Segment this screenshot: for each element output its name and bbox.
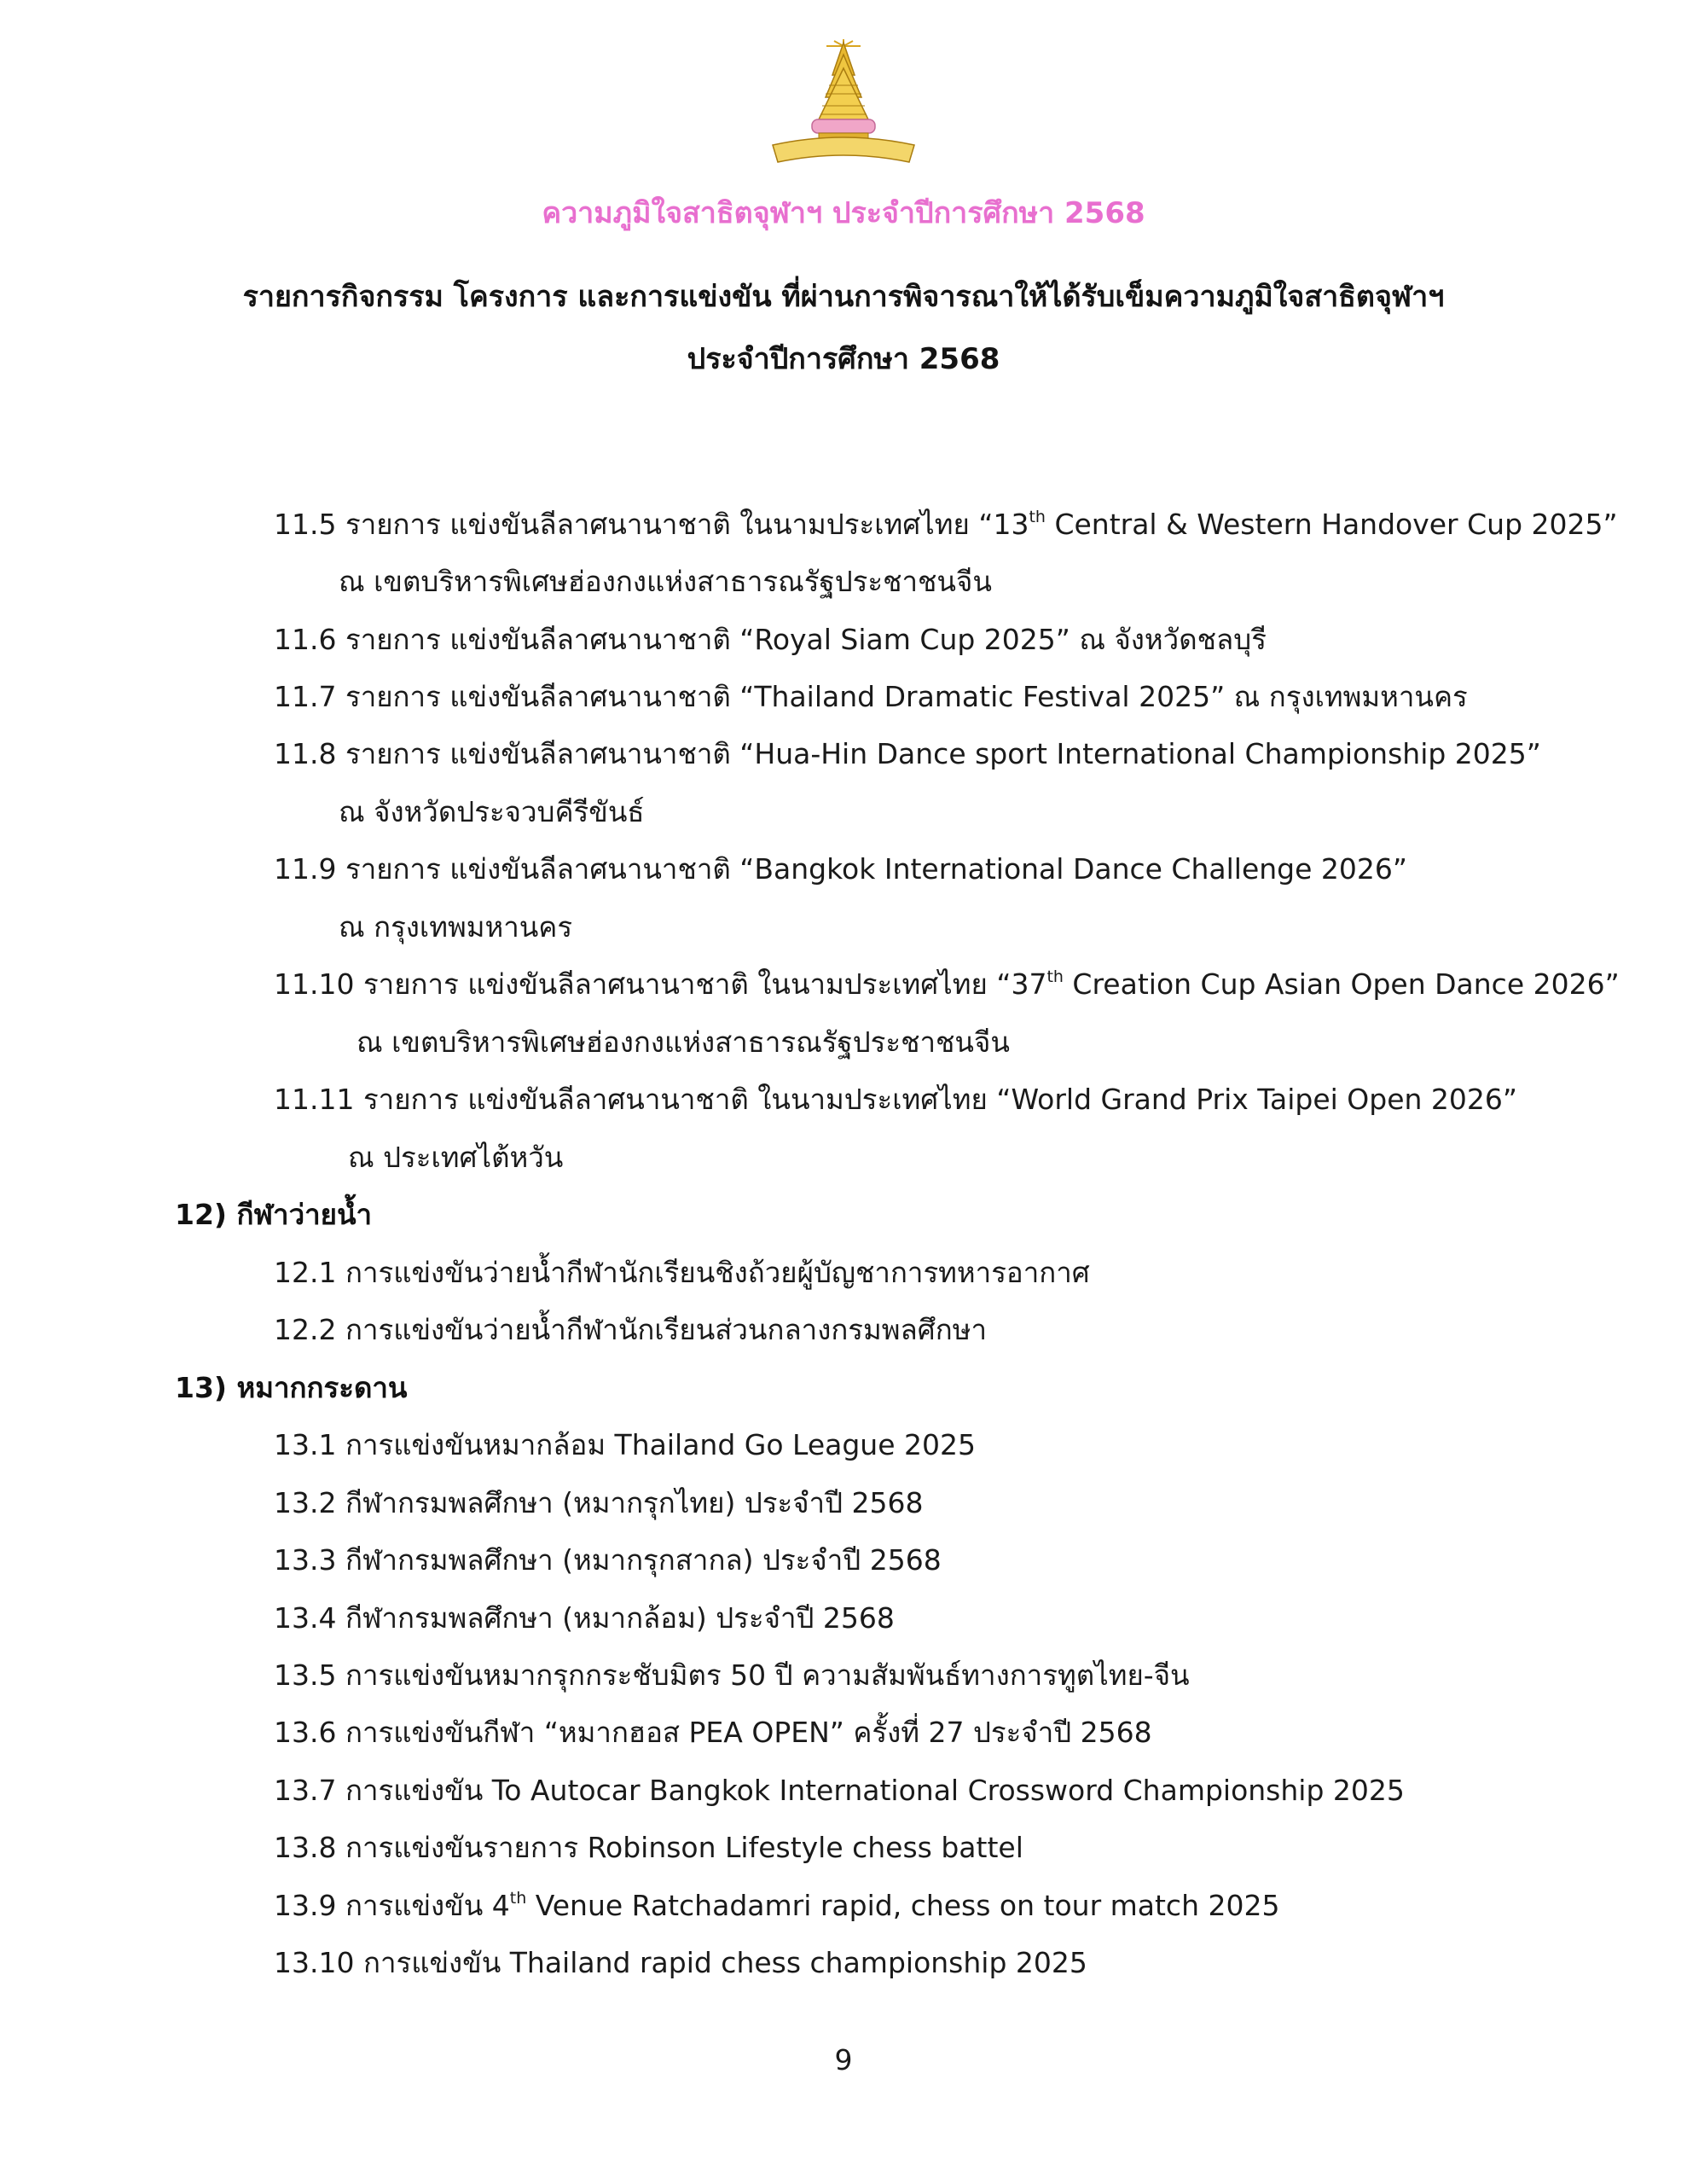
list-item-11-5-venue: ณ เขตบริหารพิเศษฮ่องกงแห่งสาธารณรัฐประชาชนจีน xyxy=(339,565,992,598)
list-item-11-10: 11.10 รายการ แข่งขันลีลาศนานาชาติ ในนามประเทศไทย “37th Creation Cup Asian Open Dance 2026” xyxy=(274,967,1620,1001)
document-title-line-2: ประจำปีการศึกษา 2568 xyxy=(687,342,1000,376)
list-item-13-9: 13.9 การแข่งขัน 4th Venue Ratchadamri rapid, chess on tour match 2025 xyxy=(274,1889,1280,1922)
list-item-11-7: 11.7 รายการ แข่งขันลีลาศนานาชาติ “Thailand Dramatic Festival 2025” ณ กรุงเทพมหานคร xyxy=(274,680,1468,713)
page-number: 9 xyxy=(834,2043,853,2077)
list-item-11-9-venue: ณ กรุงเทพมหานคร xyxy=(339,910,573,944)
list-item-13-8: 13.8 การแข่งขันรายการ Robinson Lifestyle chess battel xyxy=(274,1831,1023,1864)
list-item-11-9: 11.9 รายการ แข่งขันลีลาศนานาชาติ “Bangkok International Dance Challenge 2026” xyxy=(274,852,1407,886)
school-crest-logo xyxy=(766,38,921,174)
list-item-13-2: 13.2 กีฬากรมพลศึกษา (หมากรุกไทย) ประจำปี 2568 xyxy=(274,1486,924,1519)
list-item-11-8-venue: ณ จังหวัดประจวบคีรีขันธ์ xyxy=(339,795,645,828)
list-item-13-3: 13.3 กีฬากรมพลศึกษา (หมากรุกสากล) ประจำปี 2568 xyxy=(274,1543,942,1577)
list-item-11-10-venue: ณ เขตบริหารพิเศษฮ่องกงแห่งสาธารณรัฐประชาชนจีน xyxy=(357,1025,1010,1059)
list-item-11-6: 11.6 รายการ แข่งขันลีลาศนานาชาติ “Royal Siam Cup 2025” ณ จังหวัดชลบุรี xyxy=(274,623,1267,656)
list-item-13-10: 13.10 การแข่งขัน Thailand rapid chess championship 2025 xyxy=(274,1946,1087,1979)
document-title-line-1: รายการกิจกรรม โครงการ และการแข่งขัน ที่ผ่านการพิจารณาให้ได้รับเข็มความภูมิใจสาธิตจุฬาฯ xyxy=(242,280,1445,314)
list-item-13-7: 13.7 การแข่งขัน To Autocar Bangkok International Crossword Championship 2025 xyxy=(274,1774,1405,1807)
list-item-12-1: 12.1 การแข่งขันว่ายน้ำกีฬานักเรียนชิงถ้วยผู้บัญชาการทหารอากาศ xyxy=(274,1256,1090,1289)
list-item-11-5: 11.5 รายการ แข่งขันลีลาศนานาชาติ ในนามประเทศไทย “13th Central & Western Handover Cup 2025” xyxy=(274,508,1618,541)
list-item-13-6: 13.6 การแข่งขันกีฬา “หมากฮอส PEA OPEN” ครั้งที่ 27 ประจำปี 2568 xyxy=(274,1716,1152,1749)
list-item-11-11-venue: ณ ประเทศไต้หวัน xyxy=(348,1141,564,1174)
list-item-11-8: 11.8 รายการ แข่งขันลีลาศนานาชาติ “Hua-Hin Dance sport International Championship 2025” xyxy=(274,737,1541,770)
section-heading-12: 12) กีฬาว่ายน้ำ xyxy=(175,1198,373,1231)
list-item-13-1: 13.1 การแข่งขันหมากล้อม Thailand Go League 2025 xyxy=(274,1428,976,1461)
list-item-13-5: 13.5 การแข่งขันหมากรุกกระชับมิตร 50 ปี ความสัมพันธ์ทางการทูตไทย-จีน xyxy=(274,1658,1190,1692)
pride-award-header: ความภูมิใจสาธิตจุฬาฯ ประจำปีการศึกษา 2568 xyxy=(542,196,1145,230)
list-item-12-2: 12.2 การแข่งขันว่ายน้ำกีฬานักเรียนส่วนกลางกรมพลศึกษา xyxy=(274,1313,987,1346)
section-heading-13: 13) หมากกระดาน xyxy=(175,1371,408,1404)
list-item-11-11: 11.11 รายการ แข่งขันลีลาศนานาชาติ ในนามประเทศไทย “World Grand Prix Taipei Open 2026” xyxy=(274,1083,1517,1116)
list-item-13-4: 13.4 กีฬากรมพลศึกษา (หมากล้อม) ประจำปี 2568 xyxy=(274,1601,895,1635)
